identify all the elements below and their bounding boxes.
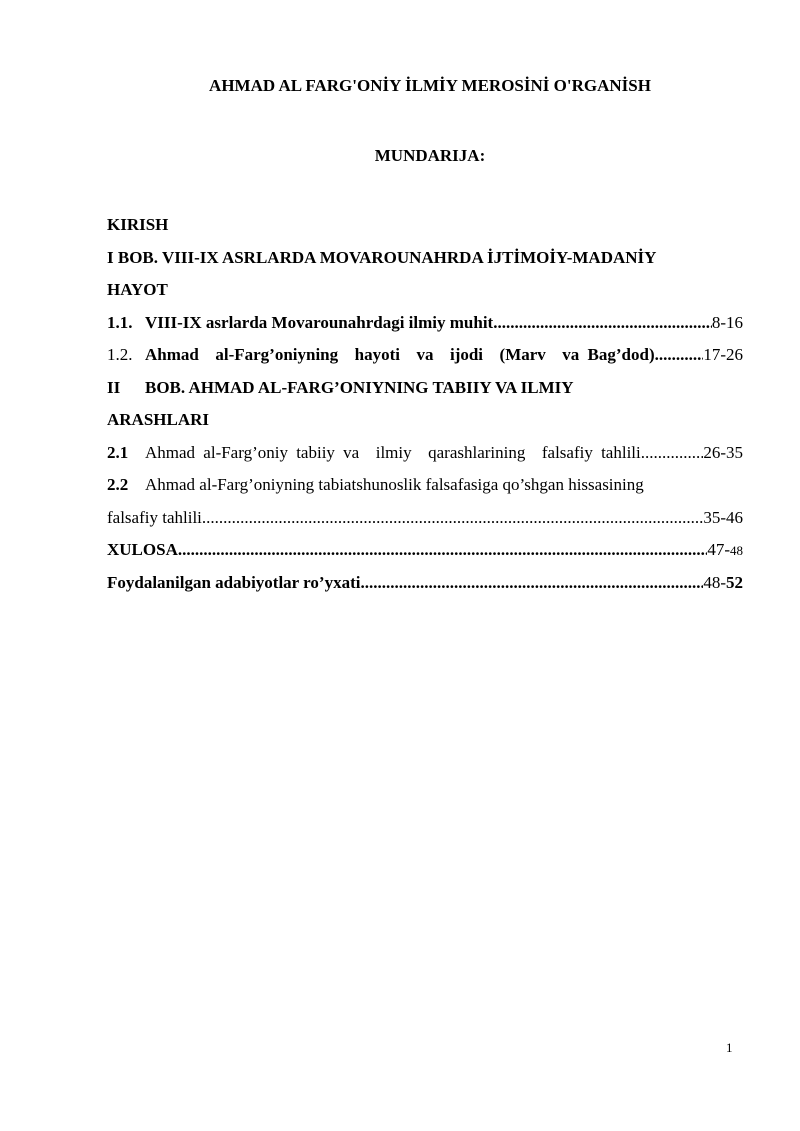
toc-entry-1-2 xyxy=(107,339,743,372)
toc-chapter2-line2 xyxy=(107,404,743,437)
references-pages-start: 48- xyxy=(703,572,726,592)
section-pages: 17-26 xyxy=(703,345,743,364)
toc-chapter2-title-cont: ARASHLARI xyxy=(107,410,210,429)
toc-chapter1-line1 xyxy=(107,242,743,275)
page-number: 1 xyxy=(726,1040,733,1055)
toc-entry-2-1 xyxy=(107,437,743,470)
table-of-contents xyxy=(107,209,743,599)
section-pages: 35-46 xyxy=(703,507,743,527)
toc-entry-2-2-line2 xyxy=(107,502,743,535)
section-number: 2.2 xyxy=(107,475,129,494)
dot-leader xyxy=(202,502,703,535)
section-pages: 26-35 xyxy=(703,442,743,462)
dot-leader xyxy=(178,534,707,567)
toc-intro-title: KIRISH xyxy=(107,215,169,234)
toc-chapter1-title: I BOB. VIII-IX ASRLARDA MOVAROUNAHRDA İJTİMOİY-MADANİY xyxy=(107,247,657,267)
conclusion-pages-end: 48 xyxy=(730,543,743,558)
toc-chapter2-line1 xyxy=(107,372,743,405)
section-number: 2.1 xyxy=(107,442,129,462)
dot-leader xyxy=(641,437,704,470)
chapter-number: II xyxy=(107,377,121,397)
section-title: VIII-IX asrlarda Movarounahrdagi ilmiy muhit xyxy=(145,312,494,332)
toc-chapter2-title: BOB. AHMAD AL-FARG’ONIYNING TABIIY VA ILMIY xyxy=(145,377,574,397)
section-title-cont: falsafiy tahlili xyxy=(107,507,202,527)
toc-entry-references xyxy=(107,567,743,600)
toc-entry-intro xyxy=(107,209,743,242)
section-number: 1.2. xyxy=(107,345,133,364)
toc-entry-conclusion xyxy=(107,534,743,567)
dot-leader xyxy=(655,339,704,372)
dot-leader xyxy=(360,567,703,600)
toc-heading: MUNDARIJA: xyxy=(374,146,486,165)
toc-chapter1-line2 xyxy=(107,274,743,307)
section-number: 1.1. xyxy=(107,312,133,332)
section-title: Ahmad al-Farg’oniyning tabiatshunoslik falsafasiga qo’shgan hissasining xyxy=(145,475,644,494)
toc-entry-1-1 xyxy=(107,307,743,340)
references-pages-end: 52 xyxy=(726,572,743,592)
references-title: Foydalanilgan adabiyotlar ro’yxati xyxy=(107,572,361,592)
section-title: Ahmad al-Farg’oniy tabiiy va ilmiy qarashlarining falsafiy tahlili xyxy=(145,442,641,462)
dot-leader xyxy=(493,307,712,340)
document-title: AHMAD AL FARG'ONİY İLMİY MEROSİNİ O'RGANİSH xyxy=(209,76,651,95)
toc-chapter1-title-cont: HAYOT xyxy=(107,280,168,299)
section-title: Ahmad al-Farg’oniyning hayoti va ijodi (Marv va Bag’dod) xyxy=(145,345,655,364)
toc-entry-2-2-line1 xyxy=(107,469,743,502)
section-pages: 8-16 xyxy=(711,312,743,332)
conclusion-title: XULOSA xyxy=(107,540,178,559)
conclusion-pages-start: 47- xyxy=(707,540,730,559)
